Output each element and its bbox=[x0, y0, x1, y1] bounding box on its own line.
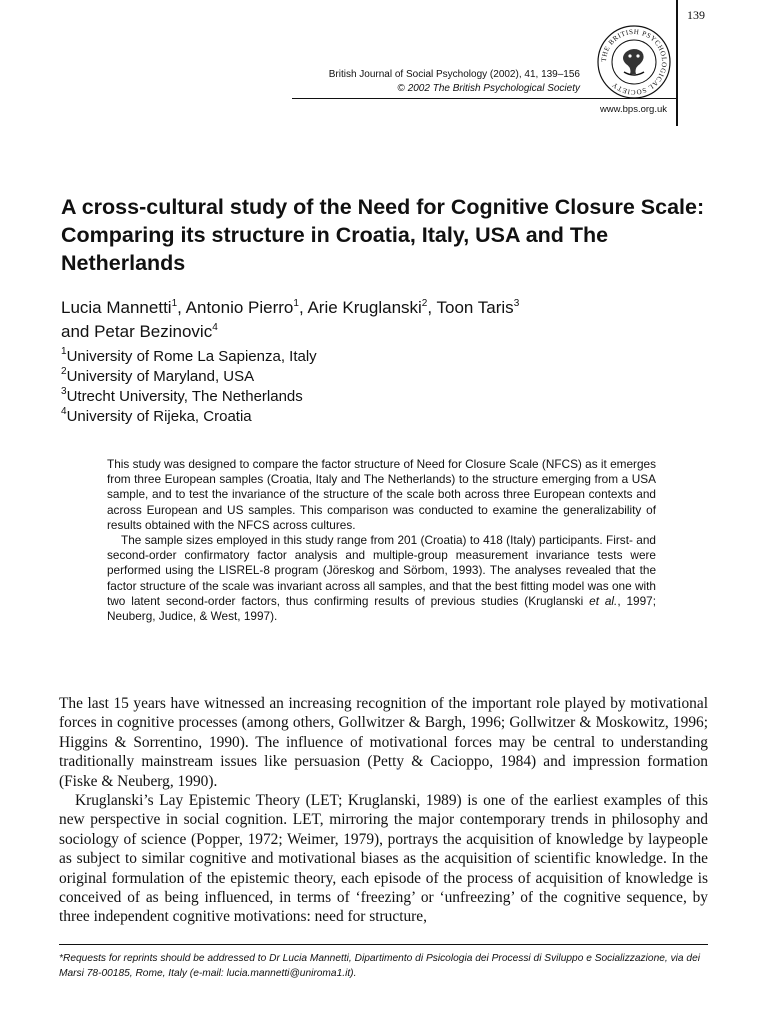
abstract-text: The sample sizes employed in this study range from 201 (Croatia) to 418 (Italy) participants. First- and second-order confirmatory factor analysis and multiple-group measurement invariance tests were performed using the LISREL-8 program (Jöreskog and Sörbom, 1993). The analyses revealed that the factor structure of the scale was invariant across all samples, and that the best fitting model was one with two latent second-order factors, thus confirming results of previous studies (Kruglanski bbox=[107, 533, 656, 608]
abstract-paragraph bbox=[107, 533, 656, 624]
copyright-symbol: © bbox=[397, 83, 405, 94]
author-name: Lucia Mannetti bbox=[61, 298, 172, 317]
author-separator: , bbox=[298, 298, 308, 317]
abstract-etal: et al. bbox=[589, 593, 618, 608]
author-name: Arie Kruglanski bbox=[307, 298, 422, 317]
header-rule-vertical bbox=[676, 0, 678, 126]
affiliation-marker: 3 bbox=[61, 386, 67, 397]
journal-copyright bbox=[329, 82, 580, 96]
affiliation-text: University of Maryland, USA bbox=[66, 368, 255, 385]
page-number: 139 bbox=[687, 8, 705, 22]
body-paragraph: Kruglanski’s Lay Epistemic Theory (LET; Kruglanski, 1989) is one of the earliest examples of this new perspective in social cognition. LET, mirroring the major contemporary trends in philosophy and sociology of science (Popper, 1972; Weimer, 1979), portrays the acquisition of knowledge by laypeople as subject to similar cognitive and motivational biases as the acquisition of scientific knowledge. In the original formulation of the epistemic theory, each episode of the process of acquisition of knowledge is conceived of as being influenced, in terms of ‘freezing’ or ‘unfreezing’ of the cognitive sequence, by three independent cognitive motivations: need for structure, bbox=[59, 792, 708, 926]
affiliation bbox=[61, 347, 721, 367]
seal-emblem-icon bbox=[623, 49, 644, 75]
seal-lettering: THE BRITISH PSYCHOLOGICAL SOCIETY bbox=[599, 27, 669, 97]
affiliation-marker: 4 bbox=[61, 406, 67, 417]
abstract-paragraph: This study was designed to compare the factor structure of Need for Closure Scale (NFCS) as it emerges from three European samples (Croatia, Italy and The Netherlands) to the structure emerging from a USA sample, and to test the invariance of the structure of the scale both across three European contexts and across European and US samples. This comparison was conducted to examine the generalizability of results obtained with the NFCS across cultures. bbox=[107, 457, 656, 532]
author-affil-marker: 1 bbox=[171, 298, 178, 309]
bps-seal-logo bbox=[596, 24, 672, 100]
author-name: Antonio Pierro bbox=[185, 298, 294, 317]
abstract bbox=[107, 457, 656, 624]
footnote: *Requests for reprints should be addressed to Dr Lucia Mannetti, Dipartimento di Psicologia dei Processi di Sviluppo e Socializzazione, via dei Marsi 78-00185, Rome, Italy (e-mail: lucia.mannetti@uniroma1.it). bbox=[59, 953, 701, 979]
affiliation bbox=[61, 407, 721, 427]
affiliation bbox=[61, 387, 721, 407]
footnote-rule bbox=[59, 944, 708, 945]
journal-citation: British Journal of Social Psychology (2002), 41, 139–156 bbox=[328, 69, 580, 80]
author-separator: , bbox=[177, 298, 186, 317]
body-text bbox=[59, 694, 708, 927]
body-paragraph: The last 15 years have witnessed an increasing recognition of the important role played by motivational forces in cognitive processes (among others, Gollwitzer & Bargh, 1996; Gollwitzer & Moskowitz, 1996; Higgins & Sorrentino, 1990). The influence of motivational forces may be central to understanding traditionally mainstream issues like persuasion (Petty & Cacioppo, 1984) and impression formation (Fiske & Neuberg, 1990). bbox=[59, 695, 708, 790]
affiliation-marker: 2 bbox=[61, 366, 67, 377]
author-name: Petar Bezinovic bbox=[94, 322, 213, 341]
affiliation-text: University of Rijeka, Croatia bbox=[66, 408, 252, 425]
copyright-text: 2002 The British Psychological Society bbox=[407, 83, 580, 94]
article-title: A cross-cultural study of the Need for Cognitive Closure Scale: Comparing its structure in Croatia, Italy, USA and The Netherlands bbox=[61, 195, 705, 275]
affiliation bbox=[61, 367, 721, 387]
author-affil-marker: 1 bbox=[293, 298, 299, 309]
author-affil-marker: 2 bbox=[421, 298, 428, 309]
author-conjunction: and bbox=[61, 322, 95, 341]
affiliation-marker: 1 bbox=[61, 346, 67, 357]
author-name: Toon Taris bbox=[436, 298, 514, 317]
affiliation-text: Utrecht University, The Netherlands bbox=[66, 388, 303, 405]
abstract-text: , 1997; Neuberg, Judice, & West, 1997). bbox=[107, 593, 657, 624]
author-affil-marker: 3 bbox=[513, 298, 520, 309]
affiliation-text: University of Rome La Sapienza, Italy bbox=[66, 348, 317, 365]
journal-url[interactable]: www.bps.org.uk bbox=[599, 104, 667, 115]
author-affil-marker: 4 bbox=[212, 322, 218, 333]
journal-header bbox=[329, 68, 580, 96]
affiliation-list bbox=[61, 347, 721, 427]
author-list bbox=[61, 296, 721, 344]
author-separator: , bbox=[427, 298, 437, 317]
